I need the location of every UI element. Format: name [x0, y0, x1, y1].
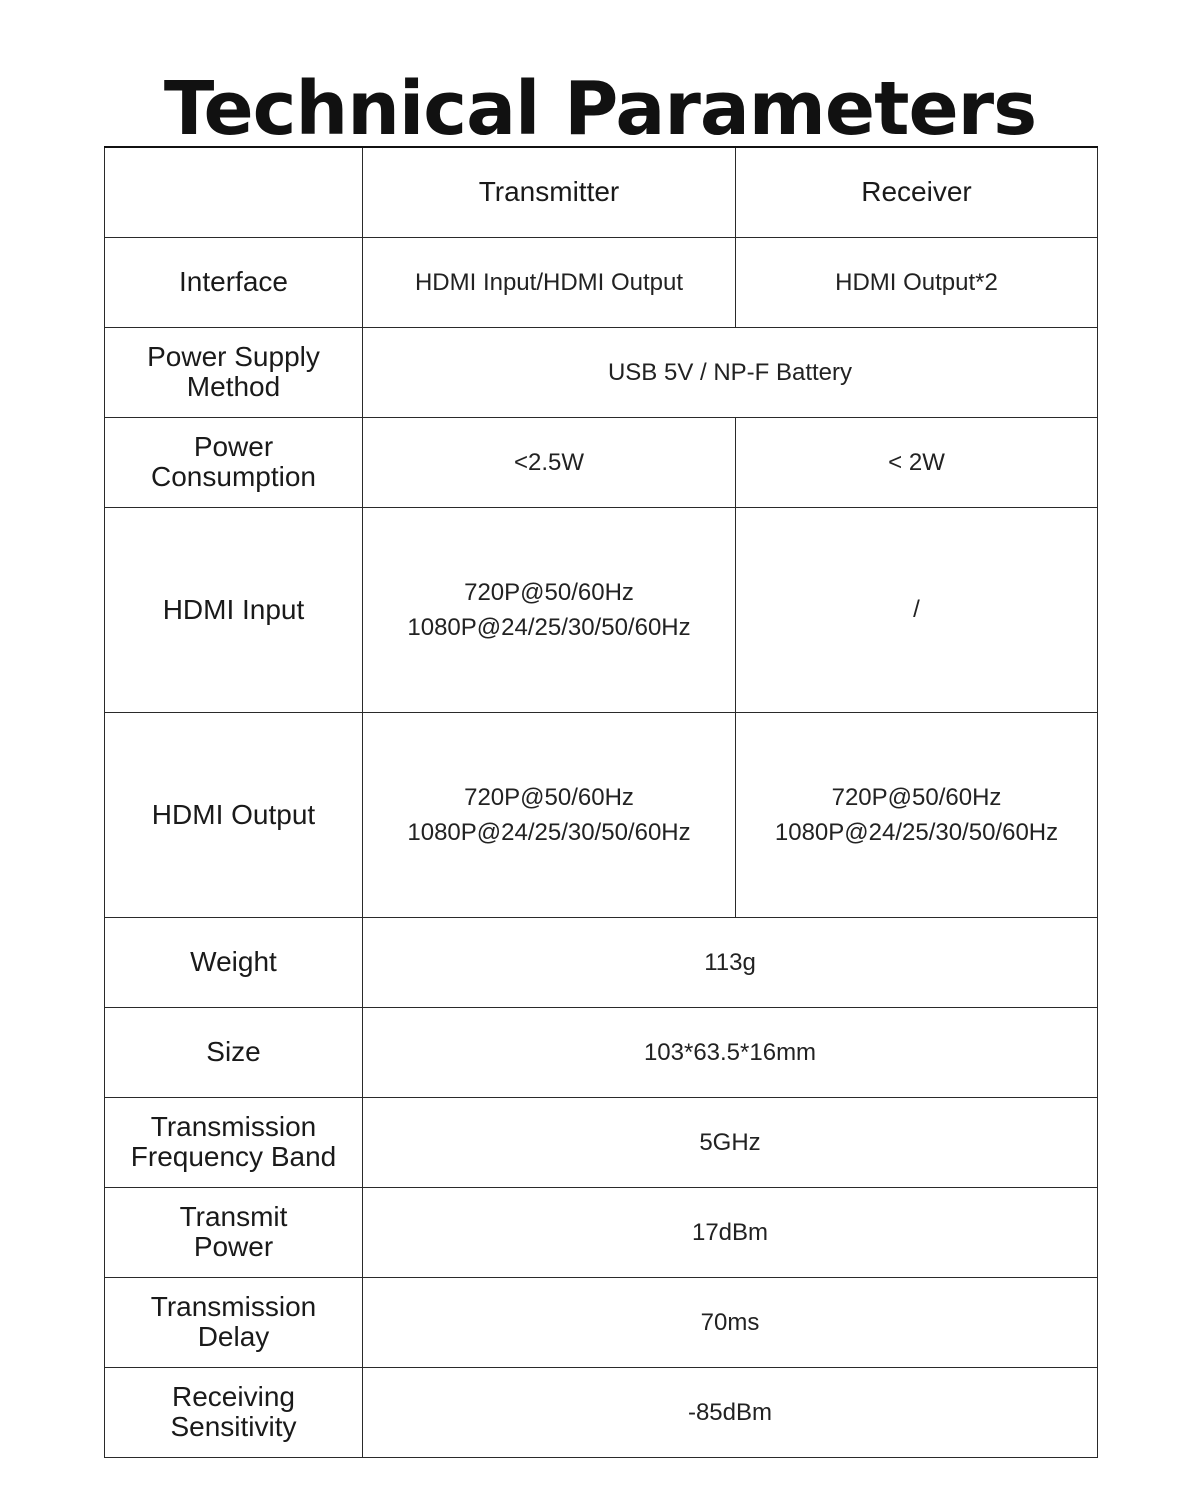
table-row-weight — [105, 917, 1098, 1007]
row-label: Interface — [105, 237, 363, 327]
shared-value: USB 5V / NP-F Battery — [363, 327, 1098, 417]
receiver-value: < 2W — [736, 417, 1098, 507]
header-receiver: Receiver — [736, 147, 1098, 237]
row-label-line: Power Supply — [147, 341, 320, 372]
shared-value: 113g — [363, 917, 1098, 1007]
row-label-line: Frequency Band — [130, 1141, 337, 1172]
receiver-value: HDMI Output*2 — [736, 237, 1098, 327]
table-row-transmit-power — [105, 1187, 1098, 1277]
row-label-line: Transmission — [150, 1291, 317, 1322]
row-label — [105, 1277, 363, 1367]
value-line: 1080P@24/25/30/50/60Hz — [774, 818, 1059, 846]
value-line: 720P@50/60Hz — [831, 783, 1002, 811]
transmitter-value: <2.5W — [363, 417, 736, 507]
header-blank-cell — [105, 147, 363, 237]
row-label-line: Method — [186, 371, 281, 402]
row-label-line: Power — [193, 1231, 274, 1262]
table-row-power-supply — [105, 327, 1098, 417]
page-title: Technical Parameters — [163, 65, 1037, 152]
row-label-line: Receiving — [172, 1381, 295, 1412]
row-label-line: Consumption — [151, 461, 316, 492]
transmitter-value — [363, 712, 736, 917]
row-label: HDMI Output — [105, 712, 363, 917]
shared-value: 70ms — [363, 1277, 1098, 1367]
row-label: HDMI Input — [105, 507, 363, 712]
table-row-hdmi-input — [105, 507, 1098, 712]
row-label — [105, 1367, 363, 1457]
row-label-line: Power — [193, 431, 274, 462]
row-label-line: Transmit — [179, 1201, 288, 1232]
table-row-receiving-sensitivity — [105, 1367, 1098, 1457]
row-label: Weight — [105, 917, 363, 1007]
shared-value: 103*63.5*16mm — [363, 1007, 1098, 1097]
table-row-interface — [105, 237, 1098, 327]
value-line: 1080P@24/25/30/50/60Hz — [407, 818, 691, 846]
row-label — [105, 417, 363, 507]
row-label-line: Delay — [197, 1321, 270, 1352]
table-row-frequency-band — [105, 1097, 1098, 1187]
row-label — [105, 1187, 363, 1277]
table-row-hdmi-output — [105, 712, 1098, 917]
row-label — [105, 1097, 363, 1187]
table-row-size — [105, 1007, 1098, 1097]
receiver-value: / — [736, 507, 1098, 712]
row-label — [105, 327, 363, 417]
receiver-value — [736, 712, 1098, 917]
value-line: 1080P@24/25/30/50/60Hz — [407, 613, 691, 641]
spec-table — [104, 146, 1098, 1458]
row-label-line: Sensitivity — [170, 1411, 297, 1442]
table-header-row — [105, 147, 1098, 237]
shared-value: 5GHz — [363, 1097, 1098, 1187]
table-row-power-consumption — [105, 417, 1098, 507]
table-row-transmission-delay — [105, 1277, 1098, 1367]
value-line: 720P@50/60Hz — [464, 783, 634, 811]
transmitter-value: HDMI Input/HDMI Output — [363, 237, 736, 327]
transmitter-value — [363, 507, 736, 712]
row-label-line: Transmission — [150, 1111, 317, 1142]
shared-value: 17dBm — [363, 1187, 1098, 1277]
value-line: 720P@50/60Hz — [464, 578, 634, 606]
row-label: Size — [105, 1007, 363, 1097]
header-transmitter: Transmitter — [363, 147, 736, 237]
shared-value: -85dBm — [363, 1367, 1098, 1457]
